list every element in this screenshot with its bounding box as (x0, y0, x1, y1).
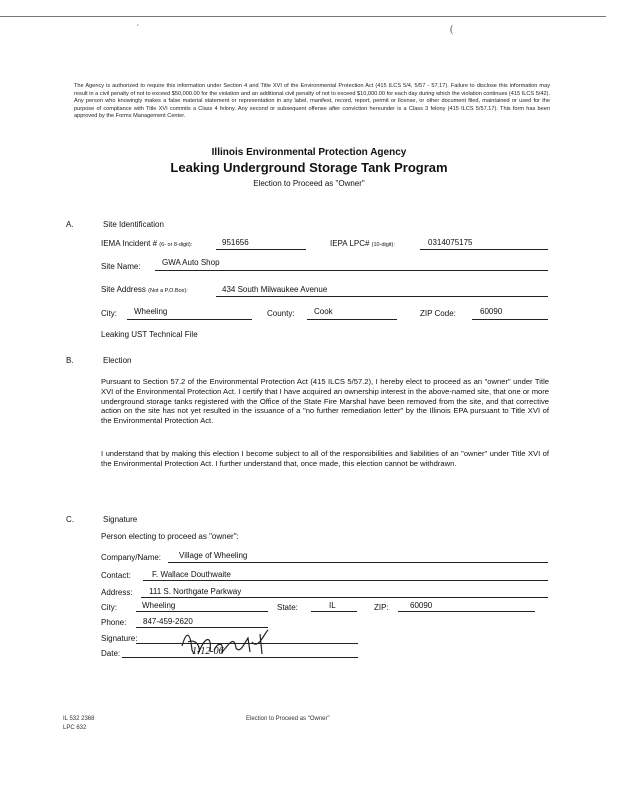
underline (155, 270, 548, 271)
footer-title: Election to Proceed as "Owner" (246, 716, 330, 722)
date-field[interactable]: 1-12-06 (192, 646, 224, 657)
underline (168, 562, 548, 563)
iema-incident-field[interactable]: 951656 (222, 238, 249, 247)
person-electing-label: Person electing to proceed as "owner": (101, 532, 239, 541)
signer-city-field[interactable]: Wheeling (142, 601, 176, 610)
county-label: County: (267, 309, 295, 318)
city-label: City: (101, 309, 117, 318)
underline (311, 611, 357, 612)
signature-label: Signature: (101, 634, 138, 643)
section-a-title: Site Identification (103, 220, 164, 229)
agency-title: Illinois Environmental Protection Agency (211, 147, 407, 158)
form-code-2: LPC 632 (63, 725, 87, 731)
site-name-field[interactable]: GWA Auto Shop (162, 258, 220, 267)
address-label: Address: (101, 588, 133, 597)
signer-zip-label: ZIP: (374, 603, 389, 612)
section-a-letter: A. (66, 220, 74, 229)
underline (136, 643, 358, 644)
underline (398, 611, 535, 612)
form-code-1: IL 532 2368 (63, 716, 95, 722)
section-b-letter: B. (66, 356, 74, 365)
site-address-label: Site Address (Not a P.O.Box): (101, 285, 188, 294)
technical-file-note: Leaking UST Technical File (101, 330, 198, 339)
program-title: Leaking Underground Storage Tank Program (170, 160, 448, 175)
underline (122, 657, 358, 658)
underline (143, 580, 548, 581)
top-rule (0, 16, 606, 17)
form-subtitle: Election to Proceed as "Owner" (253, 179, 365, 188)
underline (420, 249, 548, 250)
company-field[interactable]: Village of Wheeling (179, 551, 248, 560)
state-label: State: (277, 603, 298, 612)
election-paragraph-2: I understand that by making this election I become subject to all of the responsibilities and liabilities of an "owner" under Title XVI of the Environmental Protection Act. I further understand that, once made, this election cannot be withdrawn. (101, 449, 549, 468)
election-paragraph-1: Pursuant to Section 57.2 of the Environmental Protection Act (415 ILCS 5/57.2), I hereby elect to proceed as an "owner" under Title XVI of the Environmental Protection Act. I certify that I have acquired an ownership interest in the above-named site, that one or more underground storage tanks registered with the Office of the State Fire Marshal have been removed from the site, and that corrective action on the site has not yet resulted in the issuance of a "no further remediation letter" by the Illinois EPA pursuant to Title XVI of the Environmental Protection Act. (101, 377, 549, 426)
iema-label: IEMA Incident # (6- or 8-digit): (101, 239, 193, 248)
phone-label: Phone: (101, 618, 127, 627)
company-label: Company/Name: (101, 553, 162, 562)
city-field[interactable]: Wheeling (134, 307, 168, 316)
iepa-label: IEPA LPC# (10-digit): (330, 239, 395, 248)
contact-field[interactable]: F. Wallace Douthwaite (152, 570, 231, 579)
underline (307, 319, 397, 320)
signer-zip-field[interactable]: 60090 (410, 601, 433, 610)
underline (127, 319, 252, 320)
section-b-title: Election (103, 356, 132, 365)
underline (472, 319, 548, 320)
scan-mark: ( (450, 24, 454, 35)
phone-field[interactable]: 847-459-2620 (143, 617, 193, 626)
county-field[interactable]: Cook (314, 307, 333, 316)
underline (141, 597, 548, 598)
section-c-letter: C. (66, 515, 74, 524)
zip-label: ZIP Code: (420, 309, 456, 318)
date-label: Date: (101, 649, 121, 658)
state-field[interactable]: IL (329, 601, 336, 610)
section-c-title: Signature (103, 515, 138, 524)
scan-mark: ´ (136, 24, 140, 35)
zip-field[interactable]: 60090 (480, 307, 503, 316)
underline (216, 249, 306, 250)
iepa-lpc-field[interactable]: 0314075175 (428, 238, 473, 247)
legal-notice: The Agency is authorized to require this information under Section 4 and Title XVI of the Environmental Protection Act (415 ILCS 5/4, 5/57 - 57.17). Failure to disclose this information may result in a civil penalty of not to exceed $50,000.00 for the violation and an additional civil penalty of not to exceed $10,000.00 for each day during which the violation continues (415 ILCS 5/42). Any person who knowingly makes a false material statement or representation in any label, manifest, record, report, permit or license, or other document filed, maintained or used for the purpose of compliance with Title XVI commits a Class 4 felony. Any second or subsequent offense after conviction hereunder is a Class 3 felony (415 ILCS 5/57.17). This form has been approved by the Forms Management Center. (74, 83, 550, 120)
contact-label: Contact: (101, 571, 131, 580)
underline (136, 611, 268, 612)
site-address-field[interactable]: 434 South Milwaukee Avenue (222, 285, 328, 294)
address-field[interactable]: 111 S. Northgate Parkway (149, 587, 242, 596)
signer-city-label: City: (101, 603, 117, 612)
site-name-label: Site Name: (101, 262, 141, 271)
underline (216, 296, 548, 297)
